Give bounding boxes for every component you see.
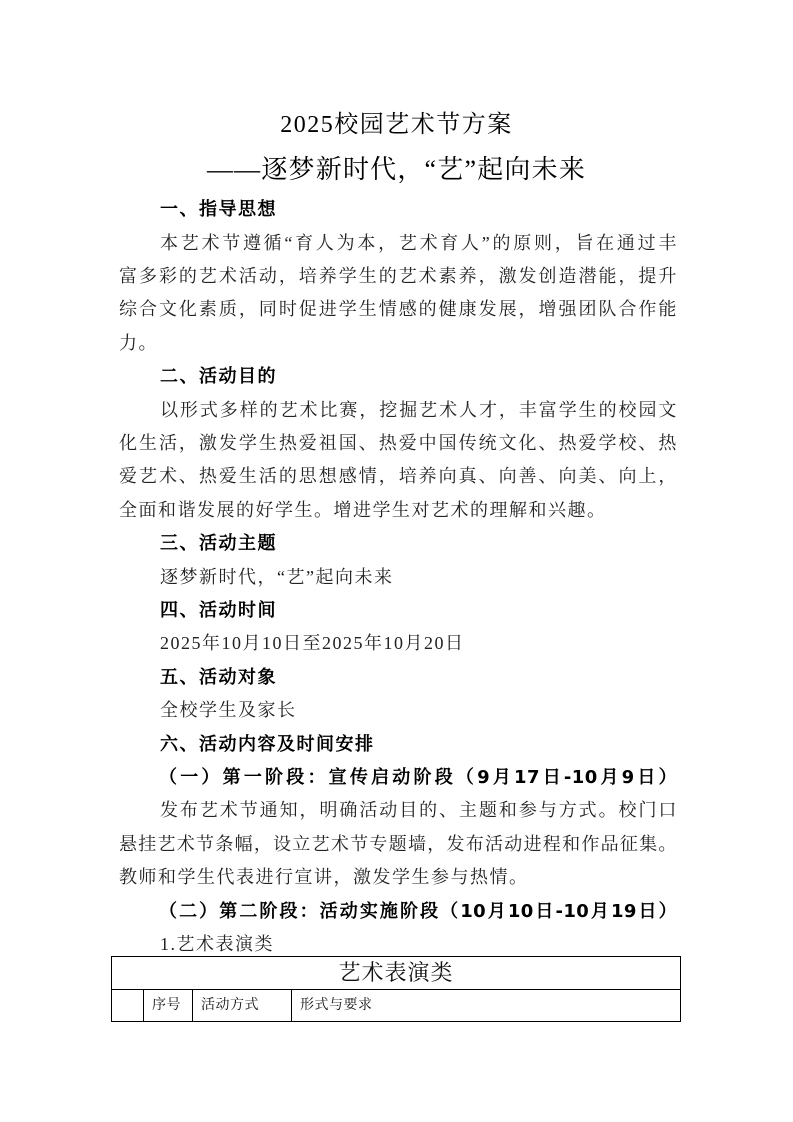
event-date-range: 2025年10月10日至2025年10月20日 bbox=[160, 633, 465, 654]
paragraph-line: 发布艺术节通知，明确活动目的、主题和参与方式。校门口 bbox=[160, 800, 677, 821]
document-body bbox=[119, 193, 677, 961]
paragraph-line: 教师和学生代表进行宣讲，激发学生参与热情。 bbox=[119, 867, 529, 888]
paragraph-line: 爱艺术、热爱生活的思想感情，培养向真、向善、向美、向上， bbox=[119, 466, 677, 487]
paragraph-line: 本艺术节遵循“育人为本，艺术育人”的原则，旨在通过丰 bbox=[160, 232, 677, 253]
table-header-row bbox=[112, 990, 681, 1022]
section-heading-audience: 五、活动对象 bbox=[160, 666, 277, 688]
paragraph-line: 富多彩的艺术活动，培养学生的艺术素养，激发创造潜能，提升 bbox=[119, 266, 677, 287]
stage-heading-promotion: （一）第一阶段：宣传启动阶段（9月17日-10月9日） bbox=[159, 766, 677, 788]
document-subtitle: ——逐梦新时代，“艺”起向未来 bbox=[206, 155, 587, 184]
performance-activities-table bbox=[111, 956, 681, 1022]
section-heading-purpose: 二、活动目的 bbox=[160, 366, 277, 388]
table-header-blank bbox=[112, 990, 144, 1022]
theme-text: 逐梦新时代，“艺”起向未来 bbox=[160, 566, 394, 587]
table-header-number: 序号 bbox=[144, 990, 193, 1022]
paragraph-line: 悬挂艺术节条幅，设立艺术节专题墙，发布活动进程和作品征集。 bbox=[119, 833, 677, 854]
section-heading-guiding-ideology: 一、指导思想 bbox=[160, 199, 277, 221]
section-heading-time: 四、活动时间 bbox=[160, 599, 277, 621]
paragraph-line: 以形式多样的艺术比赛，挖掘艺术人才，丰富学生的校园文 bbox=[160, 399, 677, 420]
stage-heading-implementation: （二）第二阶段：活动实施阶段（10月10日-10月19日） bbox=[159, 900, 677, 922]
audience-text: 全校学生及家长 bbox=[160, 700, 297, 721]
table-header-activity-mode: 活动方式 bbox=[193, 990, 292, 1022]
section-heading-theme: 三、活动主题 bbox=[160, 533, 277, 555]
paragraph-line: 综合文化素质，同时促进学生情感的健康发展，增强团队合作能 bbox=[119, 299, 677, 320]
table-caption: 艺术表演类 bbox=[112, 957, 681, 990]
paragraph-line: 力。 bbox=[119, 332, 158, 353]
section-heading-schedule: 六、活动内容及时间安排 bbox=[160, 733, 375, 755]
paragraph-line: 化生活，激发学生热爱祖国、热爱中国传统文化、热爱学校、热 bbox=[119, 433, 677, 454]
subheading-performance: 1.艺术表演类 bbox=[160, 933, 274, 954]
document-title: 2025校园艺术节方案 bbox=[280, 112, 513, 138]
paragraph-line: 全面和谐发展的好学生。增进学生对艺术的理解和兴趣。 bbox=[119, 499, 607, 520]
table-header-form-requirements: 形式与要求 bbox=[292, 990, 681, 1022]
table-caption-row bbox=[112, 957, 681, 990]
